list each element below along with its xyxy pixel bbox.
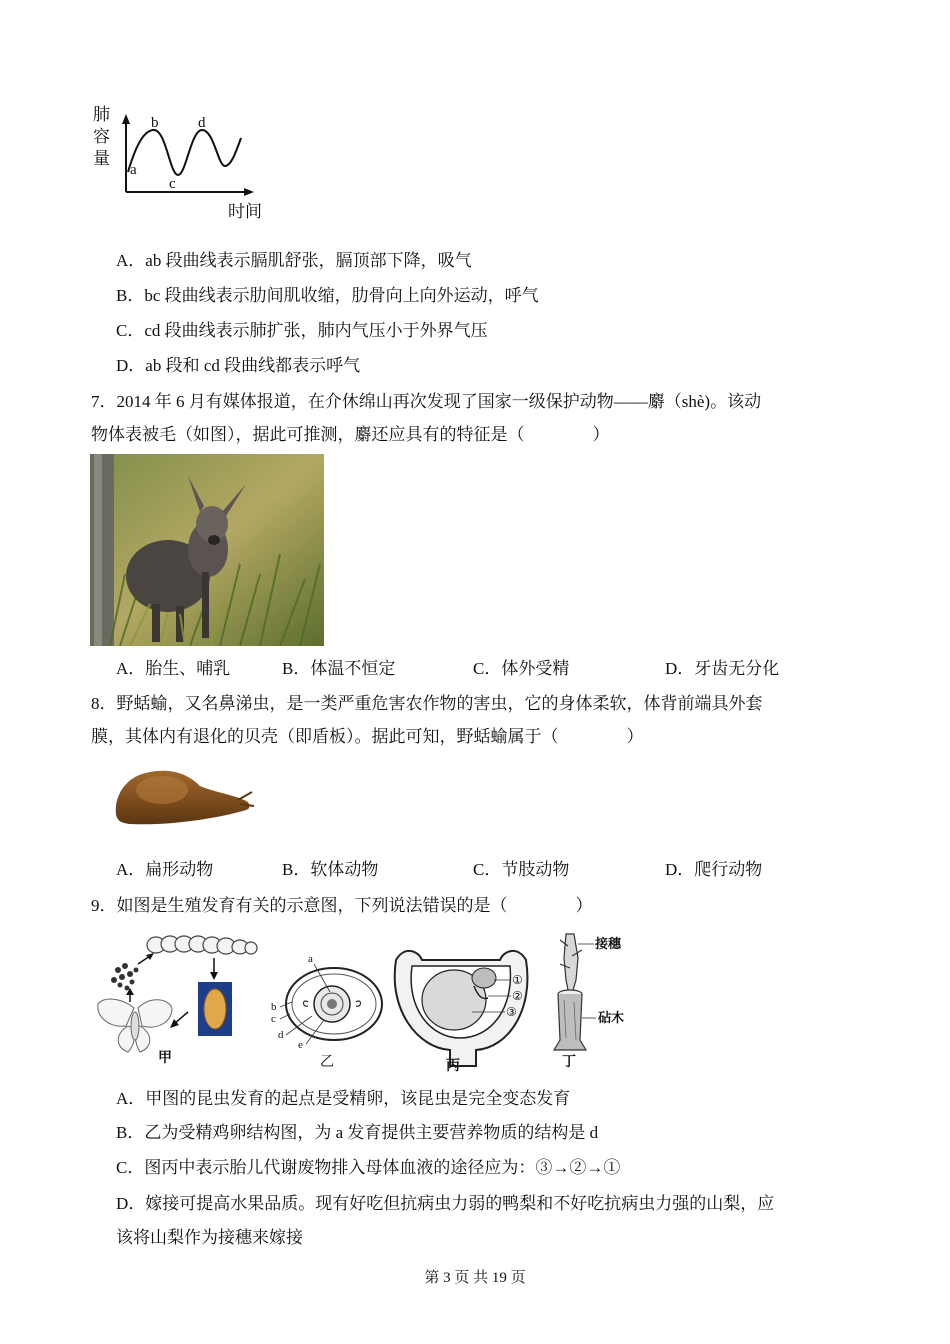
q6-option-d: D．ab 段和 cd 段曲线都表示呼气 (116, 356, 361, 375)
q7-stem-line1: 7．2014 年 6 月有媒体报道，在介休绵山再次发现了国家一级保护动物——麝（shè)。该动 (91, 392, 762, 411)
page-footer: 第 3 页 共 19 页 (424, 1270, 526, 1286)
q9-option-d: D．嫁接可提高水果品质。现有好吃但抗病虫力弱的鸭梨和不好吃抗病虫力强的山梨，应 (116, 1194, 775, 1213)
label-rootstock: 砧木 (598, 1011, 625, 1026)
q8-option-c: C．节肢动物 (473, 860, 570, 879)
uterus-label-2: ② (512, 989, 523, 1003)
lung-volume-chart (88, 100, 278, 225)
q8-option-b: B．软体动物 (282, 860, 379, 879)
point-c: c (169, 176, 176, 192)
caterpillar (147, 936, 257, 954)
label-scion: 接穗 (595, 937, 622, 952)
volume-curve (128, 130, 241, 175)
q7-options (0, 657, 950, 681)
q9-stem: 9．如图是生殖发育有关的示意图，下列说法错误的是（ ） (91, 896, 593, 915)
egg-label-b: b (271, 1001, 277, 1013)
point-a: a (130, 162, 137, 178)
q7-option-b: B．体温不恒定 (282, 659, 396, 678)
q9-option-d-continued: 该将山梨作为接穗来嫁接 (116, 1228, 303, 1247)
moth (98, 999, 172, 1052)
label-jia: 甲 (158, 1050, 172, 1066)
q9-option-b: B．乙为受精鸡卵结构图，为 a 发育提供主要营养物质的结构是 d (116, 1123, 599, 1142)
q8-options (0, 858, 950, 882)
q8-stem-line2: 膜，其体内有退化的贝壳（即盾板）。据此可知，野蛞蝓属于（ ） (91, 727, 644, 746)
figure-ding-grafting (540, 928, 645, 1070)
pupa (204, 989, 226, 1029)
q8-stem-line1: 8．野蛞蝓，又名鼻涕虫，是一类严重危害农作物的害虫，它的身体柔软，体背前端具外套 (91, 694, 763, 713)
chart-ylabel (93, 105, 110, 169)
q8-option-d: D．爬行动物 (665, 860, 763, 879)
q8-option-a: A．扁形动物 (116, 860, 214, 879)
figure-yi-egg (268, 950, 390, 1070)
label-bing: 丙 (446, 1058, 460, 1072)
ylabel-char-1: 肺 (93, 105, 110, 125)
uterus-label-3: ③ (506, 1005, 517, 1019)
q6-option-b: B．bc 段曲线表示肋间肌收缩，肋骨向上向外运动，呼气 (116, 286, 539, 305)
egg-label-c: c (271, 1013, 276, 1025)
figure-bing-uterus (388, 940, 538, 1072)
slug-photo (110, 762, 256, 834)
point-d: d (198, 115, 206, 131)
egg-label-d: d (278, 1029, 284, 1041)
ylabel-char-2: 容 (93, 127, 110, 147)
q7-stem-line2: 物体表被毛（如图），据此可推测，麝还应具有的特征是（ ） (91, 425, 610, 444)
chart-xlabel: 时间 (228, 202, 262, 222)
musk-deer-photo (90, 454, 324, 646)
ylabel-char-3: 量 (93, 149, 110, 169)
q6-option-c: C．cd 段曲线表示肺扩张，肺内气压小于外界气压 (116, 321, 488, 340)
eggs (111, 963, 139, 991)
label-ding: 丁 (562, 1054, 576, 1070)
q9-option-c: C．图丙中表示胎儿代谢废物排入母体血液的途径应为：③→②→① (116, 1158, 621, 1177)
q6-option-a: A．ab 段曲线表示膈肌舒张，膈顶部下降，吸气 (116, 251, 472, 270)
q7-option-c: C．体外受精 (473, 659, 570, 678)
x-axis-arrow (244, 188, 254, 196)
egg-label-e: e (298, 1039, 303, 1051)
q7-option-a: A．胎生、哺乳 (116, 659, 231, 678)
egg-label-a: a (308, 953, 313, 965)
figure-jia-insect-cycle (94, 930, 264, 1070)
point-b: b (151, 115, 159, 131)
q9-option-a: A．甲图的昆虫发育的起点是受精卵，该昆虫是完全变态发育 (116, 1089, 571, 1108)
uterus-label-1: ① (512, 973, 523, 987)
y-axis-arrow (122, 114, 130, 124)
q7-option-d: D．牙齿无分化 (665, 659, 780, 678)
label-yi: 乙 (320, 1054, 334, 1070)
